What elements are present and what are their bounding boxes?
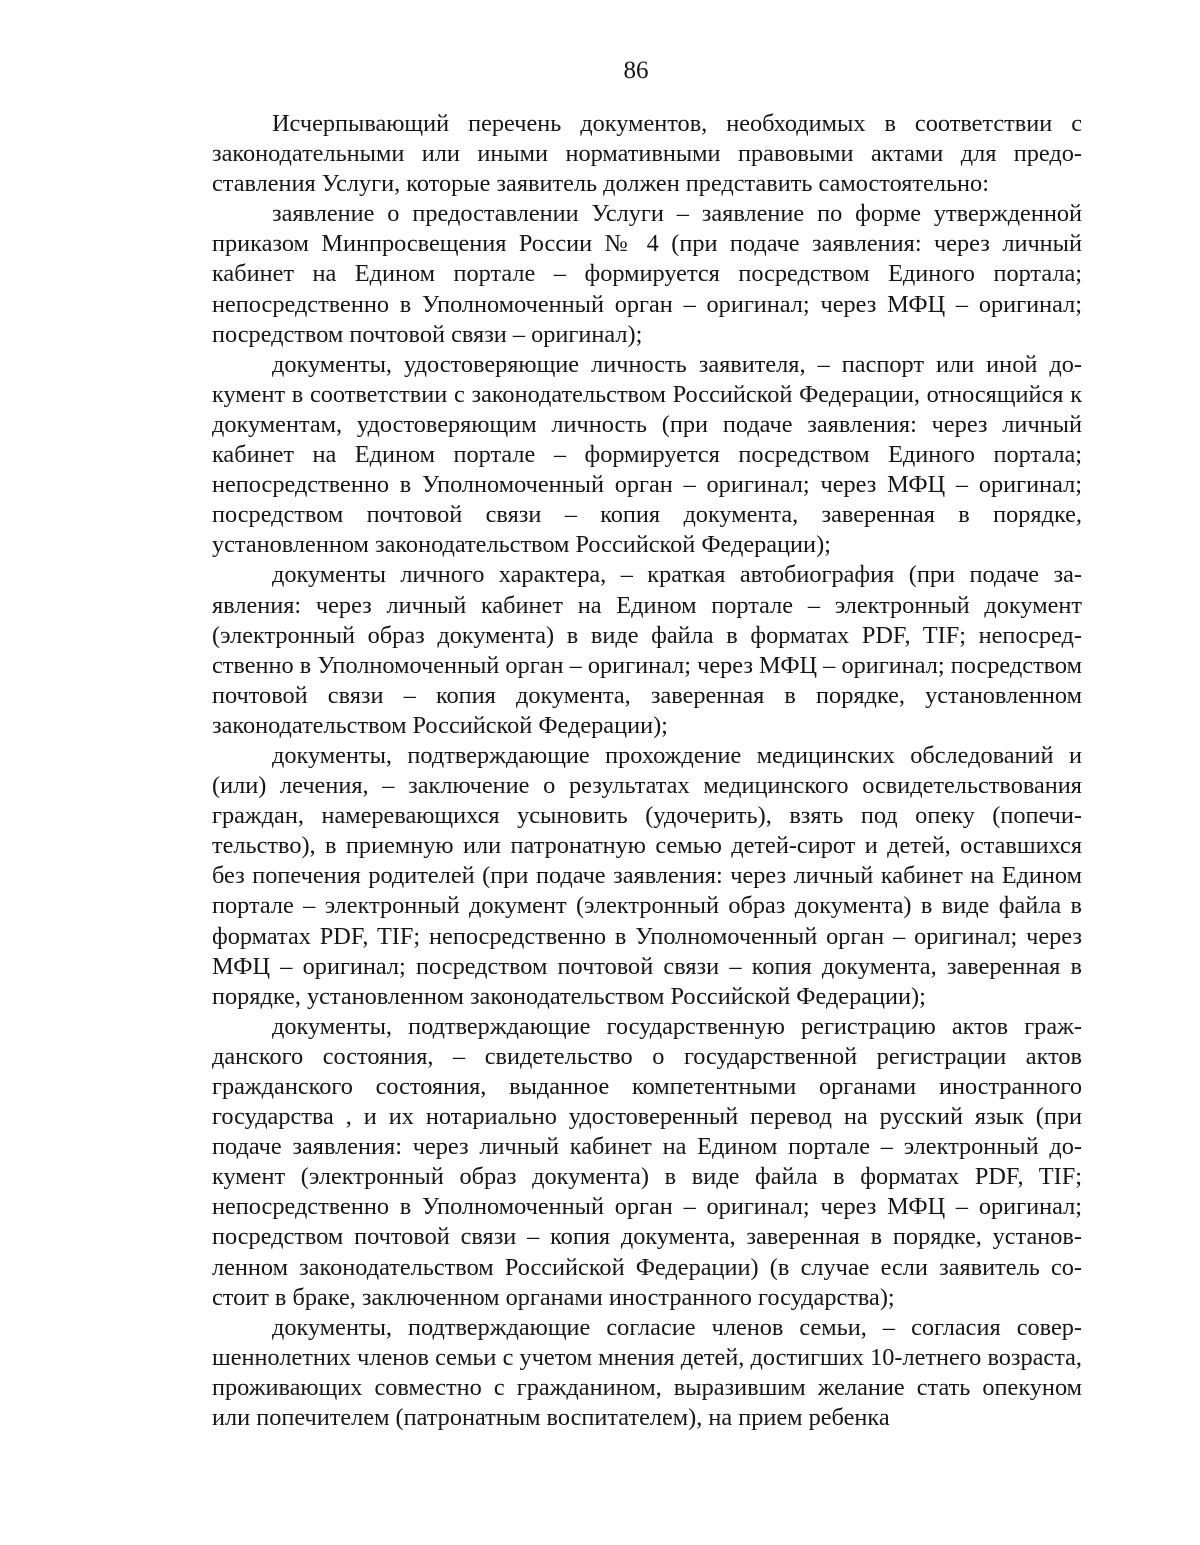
paragraph-family-consent-documents: документы, подтверждающие согласие членов семьи, – согласия совершеннолетних членов семьи с учетом мнения детей, достигших 10-летнего возраста, проживающих совместно с гражданином, выразившим желание стать опекуном или попечителем (патронатным воспитателем), на прием ребенка [212,1313,1082,1432]
paragraph-personal-documents: документы личного характера, – краткая автобиография (при подаче заявления: через личный кабинет на Едином портале – электронный документ (электронный образ документа) в виде файла в форматах PDF, TIF; непосредственно в Уполномоченный орган – оригинал; через МФЦ – оригинал; посредством почтовой связи – копия документа, заверенная в порядке, установленном законодательством Российской Федерации); [212,561,1082,739]
paragraph-application: заявление о предоставлении Услуги – заявление по форме утвержденной приказом Минпросвещения России № 4 (при подаче заявления: через личный кабинет на Едином портале – формируется посредством Единого портала; непосредственно в Уполномоченный орган – оригинал; через МФЦ – оригинал; посредством почтовой связи – оригинал); [212,200,1082,348]
paragraph-identity-documents: документы, удостоверяющие личность заявителя, – паспорт или иной документ в соответствии с законодательством Российской Федерации, относящийся к документам, удостоверяющим личность (при подаче заявления: через личный кабинет на Едином портале – формируется посредством Единого портала; непосредственно в Уполномоченный орган – оригинал; через МФЦ – оригинал; посредством почтовой связи – копия документа, заверенная в порядке, установленном законодательством Российской Федерации); [212,350,1082,559]
page-number: 86 [623,57,649,84]
paragraph-document-list-intro: Исчерпывающий перечень документов, необходимых в соответствии с законодательными или иными нормативными правовыми актами для предоставления Услуги, которые заявитель должен представить самостоятельно: [212,110,1082,198]
document-body [212,109,1082,1433]
paragraph-civil-registration-documents: документы, подтверждающие государственную регистрацию актов гражданского состояния, – свидетельство о государственной регистрации актов гражданского состояния, выданное компетентными органами иностранного государства , и их нотариально удостоверенный перевод на русский язык (при подаче заявления: через личный кабинет на Едином портале – электронный документ (электронный образ документа) в виде файла в форматах PDF, TIF; непосредственно в Уполномоченный орган – оригинал; через МФЦ – оригинал; посредством почтовой связи – копия документа, заверенная в порядке, установленном законодательством Российской Федерации) (в случае если заявитель состоит в браке, заключенном органами иностранного государства); [212,1012,1082,1311]
paragraph-medical-documents: документы, подтверждающие прохождение медицинских обследований и (или) лечения, – заключение о результатах медицинского освидетельствования граждан, намеревающихся усыновить (удочерить), взять под опеку (попечительство), в приемную или патронатную семью детей-сирот и детей, оставшихся без попечения родителей (при подаче заявления: через личный кабинет на Едином портале – электронный документ (электронный образ документа) в виде файла в форматах PDF, TIF; непосредственно в Уполномоченный орган – оригинал; через МФЦ – оригинал; посредством почтовой связи – копия документа, заверенная в порядке, установленном законодательством Российской Федерации); [212,741,1082,1010]
